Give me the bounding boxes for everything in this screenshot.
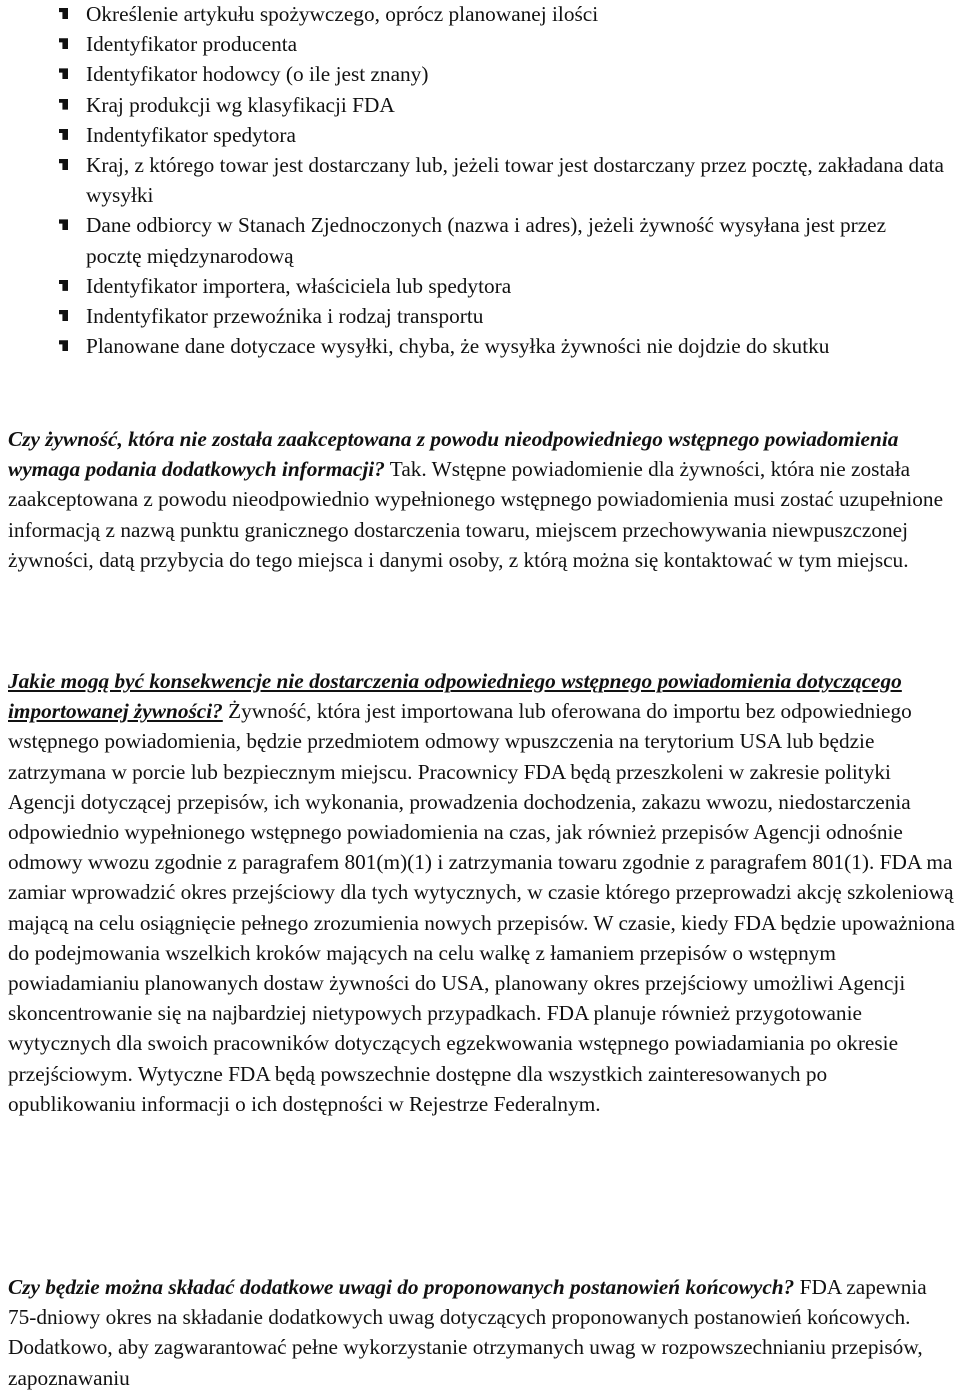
list-item-text: Identyfikator producenta <box>86 32 298 57</box>
list-item <box>86 120 946 150</box>
list-item-text: Identyfikator importera, właściciela lub spedytora <box>86 273 512 298</box>
faq-question: Czy żywność, która nie została zaakceptowana z powodu nieodpowiedniego wstępnego powiadomienia wymaga podania dodatkowych informacji? <box>8 427 899 482</box>
requirements-bullet-list <box>86 0 946 361</box>
list-item-text: Identyfikator hodowcy (o ile jest znany) <box>86 62 429 87</box>
list-item-text: Indentyfikator przewoźnika i rodzaj transportu <box>86 304 484 329</box>
square-bullet-icon <box>59 310 68 321</box>
square-bullet-icon <box>59 280 68 291</box>
list-item <box>86 271 946 301</box>
faq-answer: Tak. Wstępne powiadomienie dla żywności, która nie została zaakceptowana z powodu nieodpowiednio wypełnionego wstępnego powiadomienia musi zostać uzupełnione informacją z nazwą punktu granicznego dostarczenia towaru, miejscem przechowywania niewpuszczonej żywności, datą przybycia do tego miejsca i danymi osoby, z którą można się kontaktować w tym miejscu. <box>8 457 944 572</box>
square-bullet-icon <box>59 99 68 110</box>
faq-answer: FDA zapewnia 75-dniowy okres na składanie dodatkowych uwag dotyczących proponowanych postanowień końcowych. Dodatkowo, aby zagwarantować pełne wykorzystanie otrzymanych uwag w rozpowszechnianiu przepisów, zapoznawaniu <box>8 1275 927 1390</box>
list-item <box>86 331 946 361</box>
faq-question: Jakie mogą być konsekwencje nie dostarczenia odpowiedniego wstępnego powiadomienia dotyczącego importowanej żywności? <box>8 669 902 724</box>
square-bullet-icon <box>59 219 68 230</box>
faq-answer: Żywność, która jest importowana lub oferowana do importu bez odpowiedniego wstępnego powiadomienia, będzie przedmiotem odmowy wpuszczenia na terytorium USA lub będzie zatrzymana w porcie lub bezpiecznym miejscu. Pracownicy FDA będą przeszkoleni w zakresie polityki Agencji dotyczącej przepisów, ich wykonania, prowadzenia dochodzenia, zakazu wwozu, niedostarczenia odpowiednio wypełnionego wstępnego powiadomienia na czas, jak również przepisów Agencji odnośnie odmowy wwozu zgodnie z paragrafem 801(m)(1) i zatrzymania towaru zgodnie z paragrafem 801(1). FDA ma zamiar wprowadzić okres przejściowy dla tych wytycznych, w czasie którego przeprowadzi akcję szkoleniową mającą na celu osiągnięcie pełnego zrozumienia nowych przepisów. W czasie, kiedy FDA będzie upoważniona do podejmowania wszelkich kroków mających na celu walkę z łamaniem przepisów o wstępnym powiadamianiu planowanych dostaw żywności do USA, planowany okres przejściowy umożliwi Agencji skoncentrowanie się na najbardziej nietypowych przypadkach. FDA planuje również przygotowanie wytycznych dla swoich pracowników dotyczących egzekwowania wstępnego powiadamiania po okresie przejściowym. Wytyczne FDA będą powszechnie dostępne dla wszystkich zainteresowanych po opublikowaniu informacji o ich dostępności w Rejestrze Federalnym. <box>8 699 955 1116</box>
list-item-text: Dane odbiorcy w Stanach Zjednoczonych (nazwa i adres), jeżeli żywność wysyłana jest przez pocztę międzynarodową <box>86 213 887 268</box>
faq-paragraph-additional-info <box>8 424 958 575</box>
faq-paragraph-consequences <box>8 666 958 1119</box>
square-bullet-icon <box>59 129 68 140</box>
list-item-text: Kraj, z którego towar jest dostarczany lub, jeżeli towar jest dostarczany przez pocztę, zakładana data wysyłki <box>86 153 944 208</box>
list-item <box>86 301 946 331</box>
list-item-text: Indentyfikator spedytora <box>86 122 296 147</box>
faq-paragraph-additional-comments <box>8 1272 958 1393</box>
list-item <box>86 210 946 270</box>
faq-question: Czy będzie można składać dodatkowe uwagi do proponowanych postanowień końcowych? <box>8 1275 795 1299</box>
list-item <box>86 0 946 29</box>
square-bullet-icon <box>59 340 68 351</box>
square-bullet-icon <box>59 38 68 49</box>
list-item-text: Planowane dane dotyczace wysyłki, chyba, że wysyłka żywności nie dojdzie do skutku <box>86 334 830 359</box>
list-item-text: Kraj produkcji wg klasyfikacji FDA <box>86 92 395 117</box>
list-item <box>86 150 946 210</box>
square-bullet-icon <box>59 159 68 170</box>
list-item <box>86 29 946 59</box>
square-bullet-icon <box>59 68 68 79</box>
list-item <box>86 90 946 120</box>
list-item-text: Określenie artykułu spożywczego, oprócz planowanej ilości <box>86 2 599 26</box>
square-bullet-icon <box>59 8 68 19</box>
list-item <box>86 59 946 89</box>
